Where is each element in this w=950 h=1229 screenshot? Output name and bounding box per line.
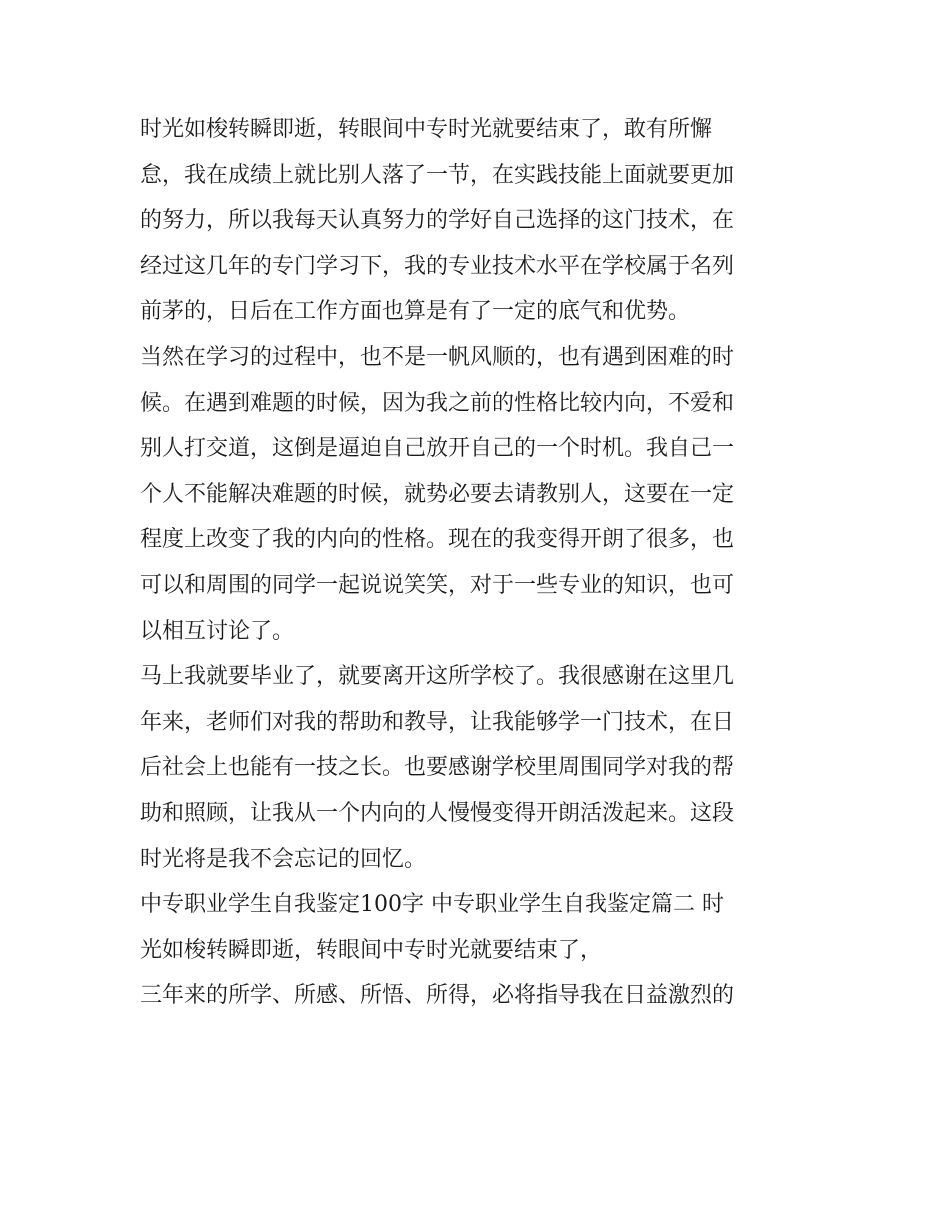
text-line: 程度上改变了我的内向的性格。现在的我变得开朗了很多，也 [140,527,735,553]
text-line: 后社会上也能有一技之长。也要感谢学校里周围同学对我的帮 [140,755,735,781]
text-line: 别人打交道，这倒是逼迫自己放开自己的一个时机。我自己一 [140,436,735,462]
text-line: 个人不能解决难题的时候，就势必要去请教别人，这要在一定 [140,481,735,507]
text-line: 马上我就要毕业了，就要离开这所学校了。我很感谢在这里几 [140,664,735,690]
text-line: 助和照顾，让我从一个内向的人慢慢变得开朗活泼起来。这段 [140,800,735,826]
text-line: 中专职业学生自我鉴定100字 中专职业学生自我鉴定篇二 时 [140,892,724,918]
text-line: 前茅的，日后在工作方面也算是有了一定的底气和优势。 [140,299,691,325]
text-line: 时光如梭转瞬即逝，转眼间中专时光就要结束了，敢有所懈 [140,117,713,142]
text-line: 的努力，所以我每天认真努力的学好自己选择的这门技术，在 [140,208,735,234]
text-line: 光如梭转瞬即逝，转眼间中专时光就要结束了， [140,937,603,963]
text-line: 时光将是我不会忘记的回忆。 [140,846,427,872]
document-body [140,107,812,1019]
text-line: 三年来的所学、所感、所悟、所得，必将指导我在日益激烈的 [140,983,735,1009]
text-line: 当然在学习的过程中，也不是一帆风顺的，也有遇到困难的时 [140,344,735,370]
text-line: 候。在遇到难题的时候，因为我之前的性格比较内向，不爱和 [140,390,735,416]
text-line: 年来，老师们对我的帮助和教导，让我能够学一门技术，在日 [140,709,735,735]
text-line: 可以和周围的同学一起说说笑笑，对于一些专业的知识，也可 [140,572,735,598]
text-line: 经过这几年的专门学习下，我的专业技术水平在学校属于名列 [140,253,735,279]
text-line: 怠，我在成绩上就比别人落了一节，在实践技能上面就要更加 [140,162,735,188]
text-line: 以相互讨论了。 [140,618,295,644]
